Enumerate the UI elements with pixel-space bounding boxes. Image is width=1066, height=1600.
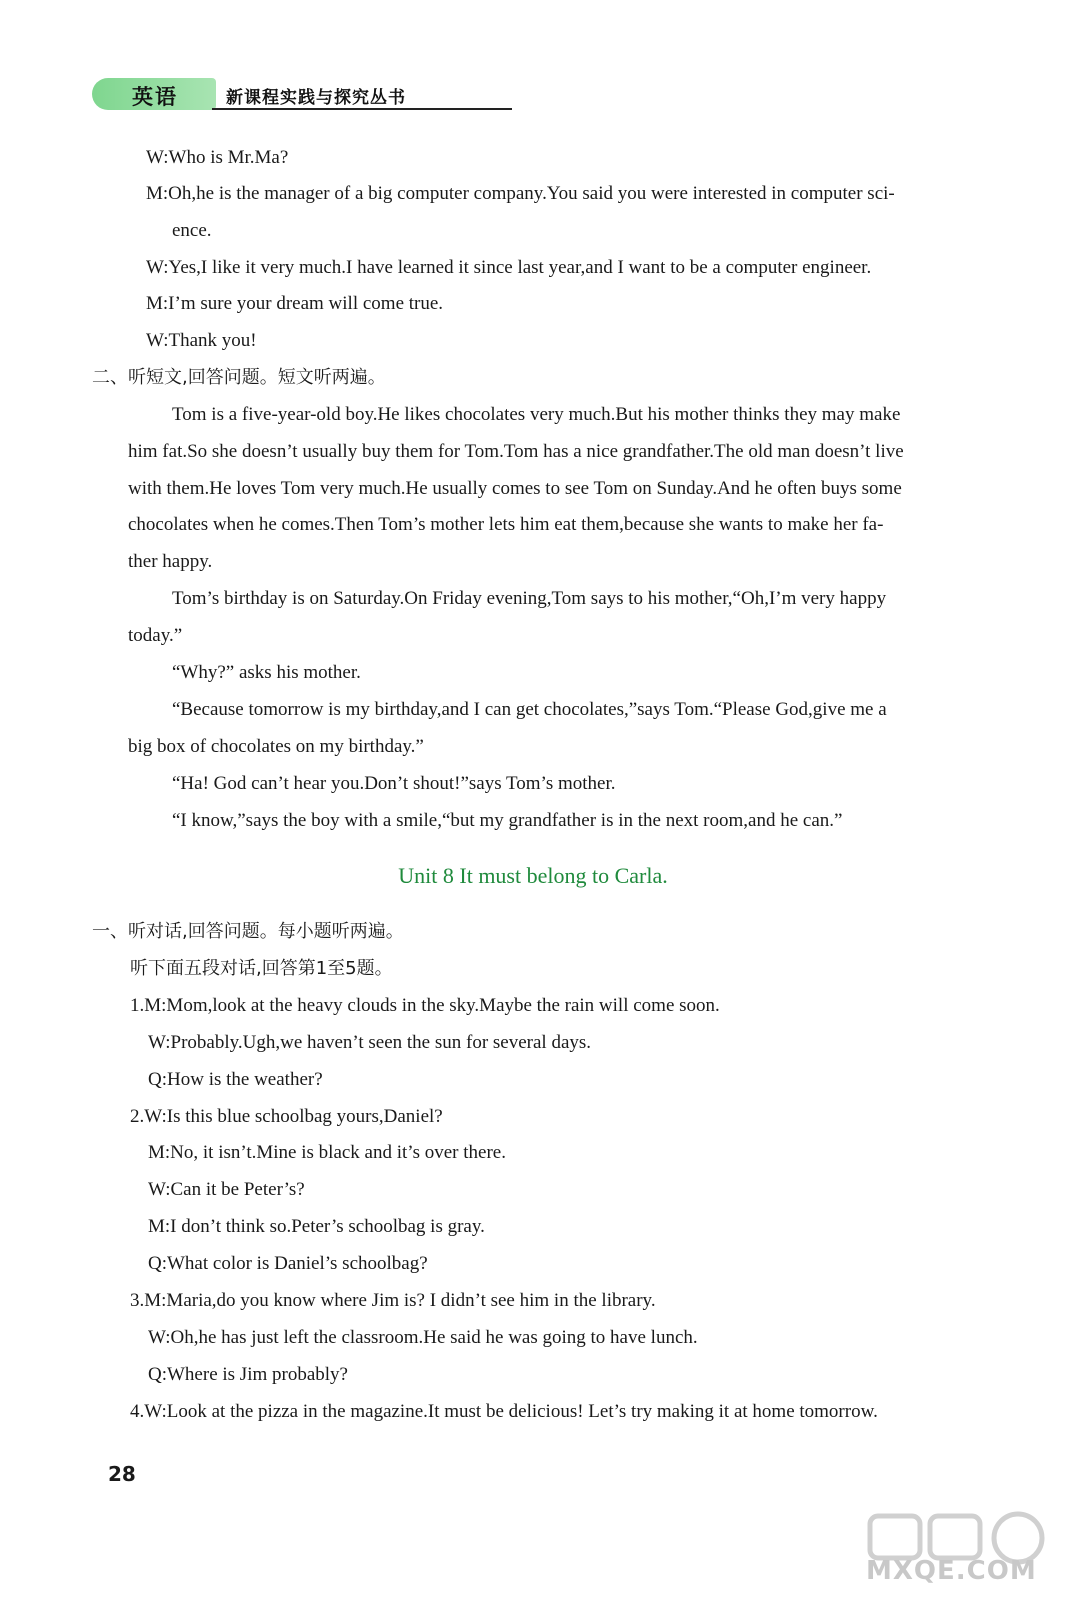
text-line: M:I don’t think so.Peter’s schoolbag is gray. xyxy=(148,1216,485,1237)
text-line: today.” xyxy=(128,625,183,646)
watermark-text: MXQE.COM xyxy=(866,1556,1037,1586)
text-line: 1.M:Mom,look at the heavy clouds in the sky.Maybe the rain will come soon. xyxy=(130,995,720,1016)
text-line: chocolates when he comes.Then Tom’s mother lets him eat them,because she wants to make her fa- xyxy=(128,514,884,535)
text-line: “Because tomorrow is my birthday,and I can get chocolates,”says Tom.“Please God,give me a xyxy=(172,699,887,720)
text-line: big box of chocolates on my birthday.” xyxy=(128,736,424,757)
text-line: M:I’m sure your dream will come true. xyxy=(146,293,444,314)
instruction-line: 听下面五段对话,回答第1至5题。 xyxy=(130,958,393,979)
text-line: W:Oh,he has just left the classroom.He said he was going to have lunch. xyxy=(148,1327,698,1348)
page-header xyxy=(92,78,422,110)
text-line: W:Probably.Ugh,we haven’t seen the sun for several days. xyxy=(148,1032,592,1053)
page-number: 28 xyxy=(108,1462,136,1486)
text-line: M:Oh,he is the manager of a big computer company.You said you were interested in computer sci- xyxy=(146,183,895,204)
text-line: “Ha! God can’t hear you.Don’t shout!”says Tom’s mother. xyxy=(172,773,616,794)
text-line: 2.W:Is this blue schoolbag yours,Daniel? xyxy=(130,1106,443,1127)
section-heading: 一、听对话,回答问题。每小题听两遍。 xyxy=(92,921,404,942)
text-line: Q:What color is Daniel’s schoolbag? xyxy=(148,1253,428,1274)
text-line: W:Thank you! xyxy=(146,330,257,351)
text-line: Tom is a five-year-old boy.He likes chocolates very much.But his mother thinks they may make xyxy=(172,404,901,425)
subject-label: 英语 xyxy=(132,85,178,109)
text-line: Q:Where is Jim probably? xyxy=(148,1364,348,1385)
text-line: W:Yes,I like it very much.I have learned it since last year,and I want to be a computer engineer. xyxy=(146,257,872,278)
text-line: Q:How is the weather? xyxy=(148,1069,323,1090)
text-line: “Why?” asks his mother. xyxy=(172,662,361,683)
text-line: him fat.So she doesn’t usually buy them for Tom.Tom has a nice grandfather.The old man doesn’t live xyxy=(128,441,904,462)
section-heading: 二、听短文,回答问题。短文听两遍。 xyxy=(92,367,386,388)
subject-tab xyxy=(92,78,216,110)
text-line: ence. xyxy=(172,220,212,241)
text-line: 3.M:Maria,do you know where Jim is? I didn’t see him in the library. xyxy=(130,1290,656,1311)
text-line: ther happy. xyxy=(128,551,213,572)
text-line: “I know,”says the boy with a smile,“but my grandfather is in the next room,and he can.” xyxy=(172,810,843,831)
text-line: W:Who is Mr.Ma? xyxy=(146,147,289,168)
text-line: 4.W:Look at the pizza in the magazine.It must be delicious! Let’s try making it at home tomorrow. xyxy=(130,1401,878,1422)
text-line: W:Can it be Peter’s? xyxy=(148,1179,305,1200)
text-line: with them.He loves Tom very much.He usually comes to see Tom on Sunday.And he often buys some xyxy=(128,478,902,499)
header-rule xyxy=(212,108,512,110)
text-line: M:No, it isn’t.Mine is black and it’s over there. xyxy=(148,1142,506,1163)
text-line: Tom’s birthday is on Saturday.On Friday evening,Tom says to his mother,“Oh,I’m very happy xyxy=(172,588,887,609)
unit-title: Unit 8 It must belong to Carla. xyxy=(398,863,668,888)
series-title: 新课程实践与探究丛书 xyxy=(226,88,406,108)
